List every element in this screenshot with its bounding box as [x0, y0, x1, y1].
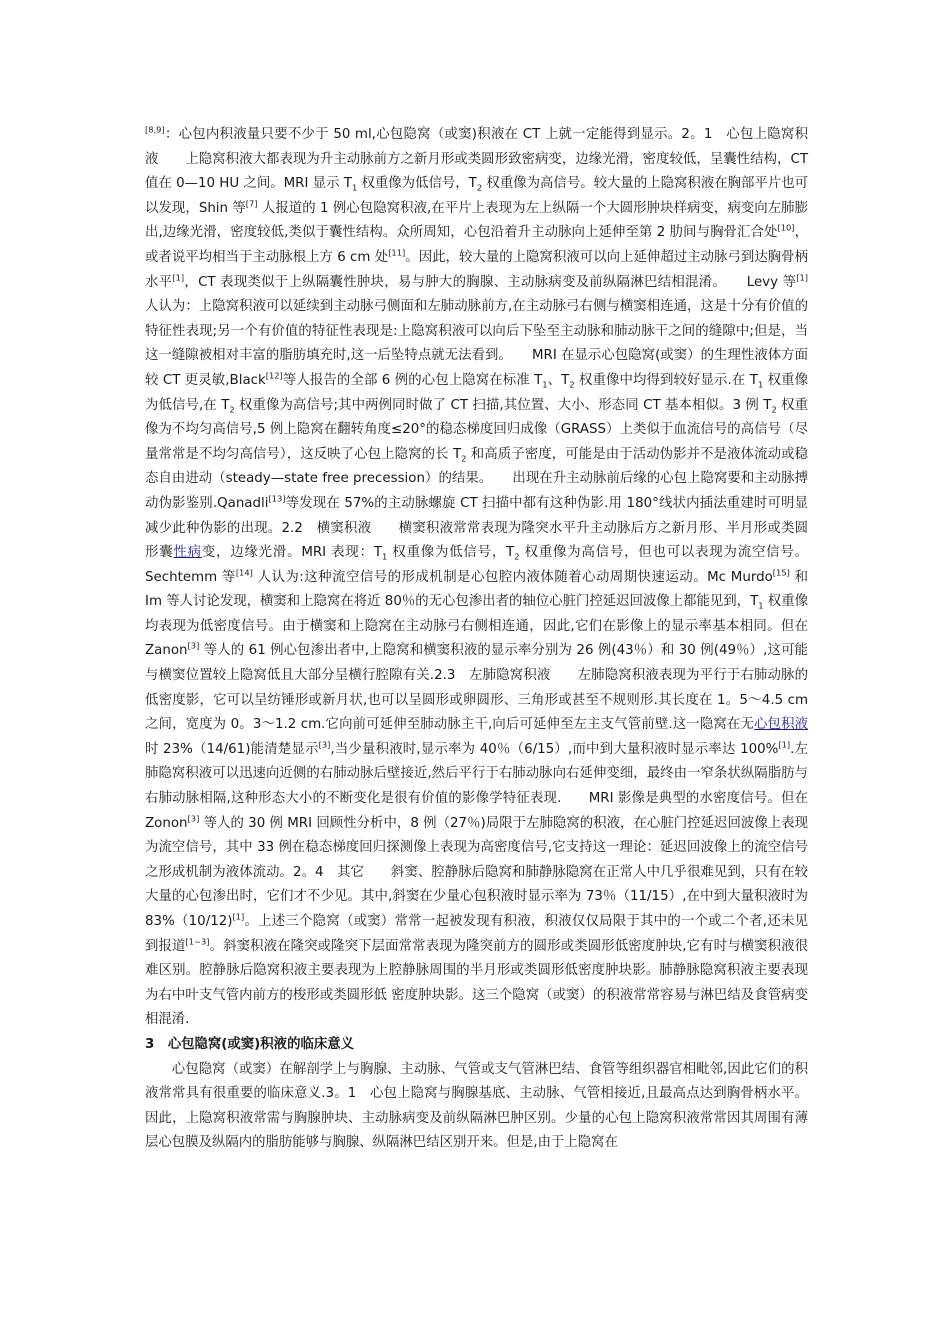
text-run: 权重像为低信号，T — [387, 545, 515, 561]
citation-marker: [11] — [388, 247, 406, 258]
citation-marker: [1] — [232, 911, 245, 922]
text-run: ，CT 表现类似于上纵隔囊性肿块，易与肿大的胸腺、主动脉病变及前纵隔淋巴结相混淆。 Levy 等 — [184, 274, 797, 290]
subscript: 1 — [758, 600, 764, 611]
text-run: 权重像为低信号，T — [357, 176, 477, 192]
citation-marker: [3] — [187, 641, 200, 651]
text-run: ，或者说平均相当于主动脉根上方 6 cm 处 — [145, 225, 808, 265]
text-run: 权重像中均得到较好显示.在 T — [574, 372, 758, 388]
subscript: 1 — [382, 551, 388, 562]
citation-marker: [12] — [265, 370, 283, 381]
text-run: 等发现在 57%的主动脉螺旋 CT 扫描中都有这种伪影.用 180°线状内插法重建时可明显减少此种伪影的出现。2.2 横窦积液 横窦积液常常表现为隆突水平升主动脉后方之新月形、半月形或类圆形囊 — [145, 495, 808, 561]
citation-marker: [8,9] — [145, 124, 165, 135]
subscript: 1 — [351, 182, 358, 193]
text-run: 和 Im 等人讨论发现，横窦和上隐窝在将近 80％的无心包渗出者的轴位心脏门控延迟回波像上都能见到，T — [145, 569, 808, 610]
document-page — [145, 123, 808, 1156]
text-run: 、T — [547, 372, 570, 388]
text-run: 人报道的 1 例心包隐窝积液,在平片上表现为左上纵隔一个大圆形肿块样病变，病变向左肺膨出,边缘光滑，密度较低,类似于囊性结构。众所周知，心包沿着升主动脉向上延伸至第 2 肋间与胸骨汇合处 — [145, 200, 809, 241]
text-run: 人认为：上隐窝积液可以延续到主动脉弓侧面和左肺动脉前方,在主动脉弓右侧与横窦相连通，这是十分有价值的特征性表现;另一个有价值的特征性表现是:上隐窝积液可以向后下坠至主动脉和肺动脉干之间的缝隙中;但是，当这一缝隙被相对丰富的脂肪填充时,这一后坠特点就无法看到。 MRI 在显示心包隐窝(或窦）的生理性液体方面较 CT 更灵敏,Black — [145, 299, 808, 388]
citation-marker: [14] — [235, 567, 253, 578]
subscript: 1 — [757, 379, 764, 390]
subscript: 2 — [476, 182, 483, 193]
citation-marker: [15] — [772, 567, 790, 578]
citation-marker: [7] — [245, 198, 258, 209]
subscript: 2 — [771, 404, 777, 415]
text-run: 权重像为低信号,在 T — [145, 372, 808, 413]
text-run: .左肺隐窝积液可以迅速向近侧的右肺动脉后壁接近,然后平行于右肺动脉向右延伸变细，最终由一窄条状纵隔脂肪与右肺动脉相隔,这种形态大小的不断变化是很有价值的影像学特征表现. MRI 影像是典型的水密度信号。但在 Zonon — [145, 741, 808, 831]
text-run: 权重像为不均匀高信号,5 例上隐窝在翻转角度≤20°的稳态梯度回归成像（GRASS）上类似于血流信号的高信号（尽量常常是不均匀高信号），这反映了心包上隐窝的长 T — [145, 397, 808, 462]
text-run: 。斜窦积液在隆突或隆突下层面常常表现为隆突前方的圆形或类圆形低密度肿块,它有时与横窦积液很难区别。腔静脉后隐窝积液主要表现为上腔静脉周围的半月形或类圆形低密度肿块影。肺静脉隐窝积液主要表现为右中叶支气管内前方的梭形或类圆形低 密度肿块影。这三个隐窝（或窦）的积液常常容易与淋巴结及食管病变相混淆. — [145, 938, 808, 1028]
text-run: 。因此，较大量的上隐窝积液可以向上延伸超过主动脉弓到达胸骨柄水平 — [145, 249, 808, 290]
text-run: 权重像为高信号，但也可以表现为流空信号。Sechtemm 等 — [145, 545, 808, 585]
body-paragraph-1 — [145, 123, 808, 1033]
citation-marker: [1] — [796, 272, 809, 283]
citation-marker: [1] — [172, 272, 185, 283]
subscript: 2 — [569, 379, 575, 390]
text-run: 等人的 30 例 MRI 回顾性分析中，8 例（27％)局限于左肺隐窝的积液，在心脏门控延迟回波像上表现为流空信号，其中 33 例在稳态梯度回归探测像上表现为高密度信号,它支持这一理论：延迟回波像上的流空信号之形成机制为液体流动。2。4 其它 斜窦、腔静脉后隐窝和肺静脉隐窝在正常人中几乎很难见到，只有在较大量的心包渗出时，它们才不少见。其中,斜窦在少量心包积液时显示率为 73％（11/15）,在中到大量积液时为 83%（10/12) — [145, 815, 808, 929]
subscript: 2 — [229, 404, 235, 415]
text-run: ,当少量积液时,显示率为 40％（6/15）,而中到大量积液时显示率达 100% — [330, 741, 779, 757]
citation-marker: [1~3] — [185, 936, 210, 947]
citation-marker: [13] — [268, 493, 286, 504]
subscript: 2 — [461, 453, 467, 464]
text-run: 人认为:这种流空信号的形成机制是心包腔内液体随着心动周期快速运动。Mc Murdo — [252, 569, 773, 585]
body-paragraph-2: 心包隐窝（或窦）在解剖学上与胸腺、主动脉、气管或支气管淋巴结、食管等组织器官相毗邻,因此它们的积液常常具有很重要的临床意义.3。1 心包上隐窝与胸腺基底、主动脉、气管相接近,且最高点达到胸骨柄水平。因此，上隐窝积液常需与胸腺肿块、主动脉病变及前纵隔淋巴肿区别。少量的心包上隐窝积液常常因其周围有薄层心包膜及纵隔内的脂肪能够与胸腺、纵隔淋巴结区别开来。但是,由于上隐窝在 — [145, 1061, 808, 1151]
text-run: 等人的 61 例心包渗出者中,上隐窝和横窦积液的显示率分别为 26 例(43％）和 30 例(49％）,这可能与横窦位置较上隐窝低且大部分呈横行腔隙有关.2.3 左肺隐窝积液 左肺隐窝积液表现为平行于右肺动脉的低密度影，它可以呈纺锤形或新月状,也可以呈圆形或卵圆形、三角形或甚至不规则形.其长度在 1。5～4.5 cm 之间，宽度为 0。3～1.2 cm.它向前可延伸至肺动脉主干,向后可延伸至左主支气管前壁.这一隐窝在无 — [145, 643, 808, 733]
inline-link[interactable]: 心包积液 — [754, 717, 809, 733]
citation-marker: [10] — [777, 222, 795, 233]
citation-marker: [3] — [187, 813, 200, 824]
inline-link[interactable]: 性病 — [173, 545, 202, 561]
text-run: 时 23%（14/61)能清楚显示 — [145, 741, 319, 757]
subscript: 1 — [542, 379, 548, 390]
text-run: 权重像均表现为低密度信号。由于横窦和上隐窝在主动脉弓右侧相连通，因此,它们在影像上的显示率基本相同。但在 Zanon — [145, 594, 808, 659]
text-run: 权重像为高信号。较大量的上隐窝积液在胸部平片也可以发现，Shin 等 — [145, 176, 809, 216]
subscript: 2 — [514, 551, 520, 562]
text-run: 等人报告的全部 6 例的心包上隐窝在标准 T — [282, 372, 543, 388]
text-run: 。上述三个隐窝（或窦）常常一起被发现有积液，积液仅仅局限于其中的一个或二个者,还未见到报道 — [145, 914, 808, 954]
text-run: 和高质子密度，可能是由于活动伪影并不是液体流动或稳态自由进动（steady—state free precession）的结果。 出现在升主动脉前后缘的心包上隐窝要和主动脉搏动伪影鉴别.Qanadli — [145, 446, 808, 511]
citation-marker: [3] — [318, 739, 331, 750]
text-run: 权重像为高信号;其中两例同时做了 CT 扫描,其位置、大小、形态同 CT 基本相似。3 例 T — [234, 397, 772, 413]
citation-marker: [1] — [778, 739, 791, 750]
text-run: 变，边缘光滑。MRI 表现：T — [201, 545, 383, 561]
section-heading-3: 3 心包隐窝(或窦)积液的临床意义 — [145, 1036, 355, 1052]
text-run: ：心包内积液量只要不少于 50 ml,心包隐窝（或窦)积液在 CT 上就一定能得到显示。2。1 心包上隐窝积液 上隐窝积液大都表现为升主动脉前方之新月形或类圆形致密病变，边缘光滑，密度较低，呈囊性结构，CT 值在 0—10 HU 之间。MRI 显示 T — [145, 127, 808, 192]
